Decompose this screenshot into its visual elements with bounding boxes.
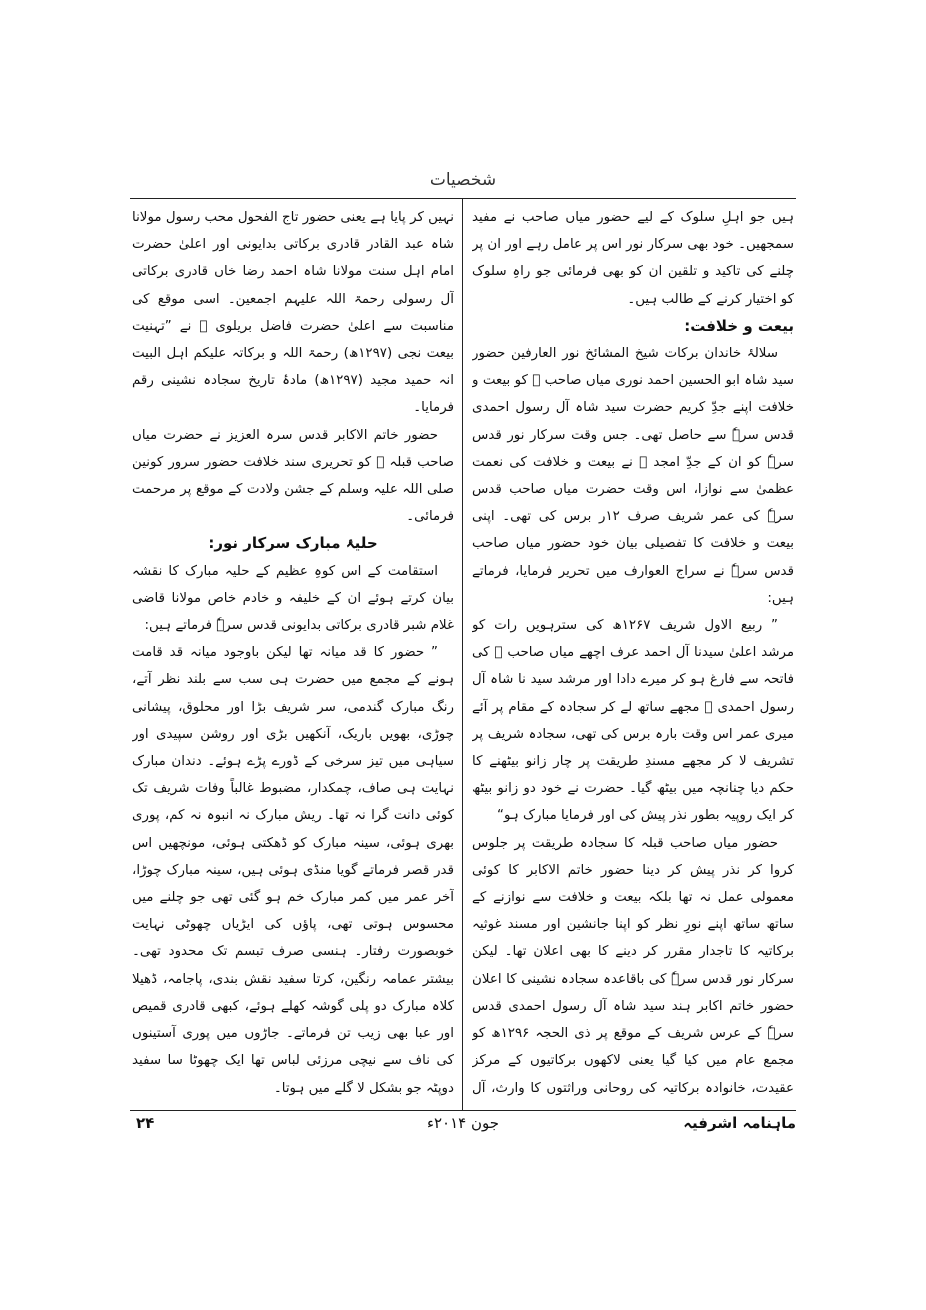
issue-date: جون ۲۰۱۴ء [426, 1114, 500, 1132]
paragraph: ہیں جو اہلِ سلوک کے لیے حضور میاں صاحب نے مفید سمجھیں۔ خود بھی سرکار نور اس پر عامل رہے اور ان پر چلنے کی تاکید و تلقین ان کو بھی فرمائی جو راہِ سلوک کو اختیار کرنے کے طالب ہیں۔ [472, 210, 794, 307]
header-rule [130, 198, 796, 199]
paragraph: نہیں کر پایا ہے یعنی حضور تاج الفحول محب رسول مولانا شاہ عبد القادر قادری برکاتی بدایونی اور اعلیٰ حضرت امام اہل سنت مولانا شاہ احمد رضا خاں قادری برکاتی آل رسولی رحمۃ اللہ علیہم اجمعین۔ اسی موقع کی مناسبت سے اعلیٰ حضرت فاضل بریلوی ﷫ نے ”تہنیت بیعت نجی (۱۲۹۷ھ) رحمۃ اللہ و برکاتہ علیکم اہل البیت انہ حمید مجید (۱۲۹۷ھ) مادۂ تاریخ سجادہ نشینی رقم فرمایا۔ [132, 210, 454, 416]
paragraph: ” ربیع الاول شریف ۱۲۶۷ھ کی سترہویں رات کو مرشد اعلیٰ سیدنا آل احمد عرف اچھے میاں صاحب ﷜ کی فاتحہ سے فارغ ہو کر میرے دادا اور مرشد سید نا شاہ آل رسول احمدی ﷜ مجھے ساتھ لے کر سجادہ کے مقام پر آئے میری عمر اس وقت بارہ برس کی تھی، سجادہ شریف پر تشریف لا کر مجھے مسندِ طریقت پر چار زانو بیٹھنے کا حکم دیا چنانچہ میں بیٹھ گیا۔ حضرت نے خود دو زانو بیٹھ کر ایک روپیہ بطور نذر پیش کی اور فرمایا مبارک ہو“ [472, 618, 794, 824]
left-column [132, 204, 454, 1104]
paragraph: حضور خاتم الاکابر قدس سرہ العزیز نے حضرت میاں صاحب قبلہ ﷫ کو تحریری سند خلافت حضور سرور کونین صلی اللہ علیہ وسلم کے جشن ولادت کے موقع پر مرحمت فرمائی۔ [132, 427, 454, 525]
right-column [472, 204, 794, 1104]
magazine-name: ماہنامہ اشرفیہ [683, 1114, 796, 1132]
paragraph: حضور میاں صاحب قبلہ کا سجادہ طریقت پر جلوس کروا کر نذر پیش کر دینا حضور خاتم الاکابر کا کوئی معمولی عمل نہ تھا بلکہ بیعت و خلافت سے نوازنے کے ساتھ ساتھ اپنے نورِ نظر کو اپنا جانشین اور مسند غوثیہ برکاتیہ کا تاجدار مقرر کر دینے کا بھی اعلان تھا۔ لیکن سرکار نور قدس سرہٗ کی باقاعدہ سجادہ نشینی کا اعلان حضور خاتم اکابر ہند سید شاہ آل رسول احمدی قدس سرہٗ کے عرس شریف کے موقع پر ذی الحجہ ۱۲۹۶ھ کو مجمع عام میں کیا گیا یعنی لاکھوں برکاتیوں کے مرکز عقیدت، خانوادہ برکاتیہ کی روحانی وراثتوں کا وارث، آل [472, 835, 794, 1096]
page-number: ۲۴ [136, 1114, 155, 1132]
running-title: شخصیات [429, 170, 497, 190]
column-divider [462, 198, 463, 1110]
section-heading: بیعت و خلافت: [684, 316, 794, 335]
paragraph [132, 1102, 454, 1104]
section-heading: حلیۂ مبارک سرکار نور: [208, 534, 378, 553]
paragraph: سلالۂ خاندان برکات شیخ المشائخ نور العارفین حضور سید شاہ ابو الحسین احمد نوری میاں صاحب ﷫ کو بیعت و خلافت اپنے جدِّ کریم حضرت سید شاہ آل رسول احمدی قدس سرہٗ سے حاصل تھی۔ جس وقت سرکار نور قدس سرہٗ کو ان کے جدِّ امجد ﷫ نے بیعت و خلافت کی نعمت عظمیٰ سے نوازا، اس وقت حضرت میاں صاحب قدس سرہٗ کی عمر شریف صرف ۱۲ر برس کی تھی۔ اپنی بیعت و خلافت کا تفصیلی بیان خود حضور میاں صاحب قدس سرہٗ نے سراج العوارف میں تحریر فرمایا، فرماتے ہیں: [472, 346, 794, 606]
page-footer [130, 1114, 796, 1140]
footer-rule [130, 1110, 796, 1111]
paragraph: استقامت کے اس کوہِ عظیم کے حلیہ مبارک کا نقشہ بیان کرتے ہوئے ان کے خلیفہ و خادم خاص مولانا قاضی غلام شبر قادری برکاتی بدایونی قدس سرہٗ فرماتے ہیں: [132, 563, 454, 634]
paragraph: ” حضور کا قد میانہ تھا لیکن باوجود میانہ قد قامت ہونے کے مجمع میں حضرت ہی سب سے بلند نظر آتے، رنگ مبارک گندمی، سر شریف بڑا اور محلوق، پیشانی چوڑی، بھویں باریک، آنکھیں بڑی اور روشن سپیدی اور سیاہی میں تیز سرخی کے ڈورے پڑے ہوئے۔ دندان مبارک نہایت ہی صاف، چمکدار، مضبوط غالباً وفات شریف تک کوئی دانت گرا نہ تھا۔ ریش مبارک نہ انبوہ نہ کم، پوری بھری ہوئی، سینہ مبارک کو ڈھکتی ہوئی، مونچھیں اس قدر قصر فرماتے گویا منڈی ہوئی ہیں، سینہ مبارک چوڑا، آخر عمر میں کمر مبارک خم ہو گئی تھی جو چلنے میں محسوس ہوتی تھی، پاؤں کی ایڑیاں چھوٹی نہایت خوبصورت رفتار۔ ہنسی صرف تبسم تک محدود تھی۔ بیشتر عمامہ رنگین، کرتا سفید نقش بندی، پاجامہ، ڈھیلا کلاہ مبارک دو پلی گوشہ کھلے ہوئے، کبھی قادری قمیص اور عبا بھی زیب تن فرماتے۔ جاڑوں میں پوری آستینوں کی ناف سے نیچی مرزئی لباس تھا ایک چھوٹا سا سفید دوپٹہ جو بشکل لا گلے میں ہوتا۔ [132, 645, 454, 1096]
